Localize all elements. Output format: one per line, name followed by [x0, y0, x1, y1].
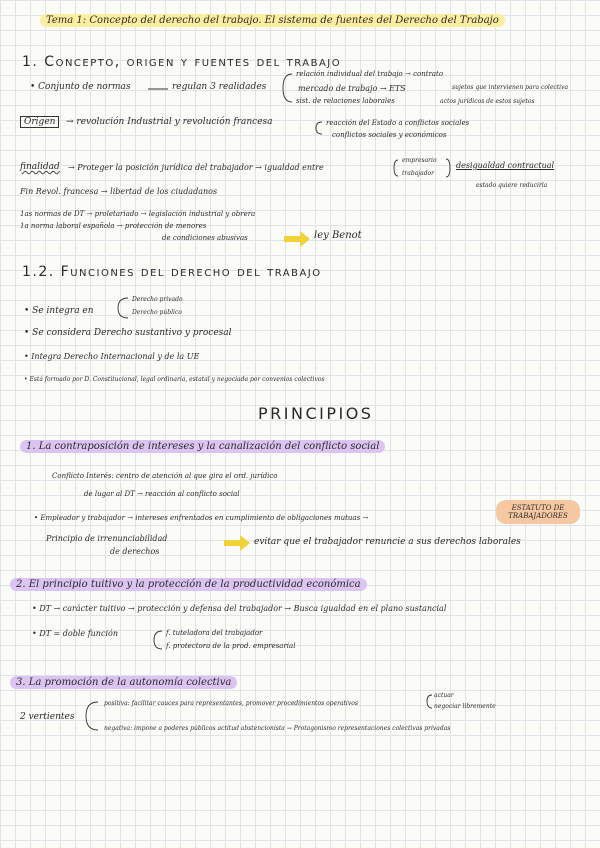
- condiciones-abusivas: de condiciones abusivas: [162, 234, 248, 242]
- brace-reaccion: [316, 122, 322, 134]
- page-title: Tema 1: Concepto del derecho del trabajo. El sistema de fuentes del Derecho del Trabajo: [40, 14, 505, 27]
- brace-realidades: [283, 74, 292, 102]
- actuar: actuar: [434, 692, 454, 699]
- origen-text: → revolución Industrial y revolución francesa: [66, 117, 273, 127]
- section-1-2-title: 1.2. Funciones del derecho del trabajo: [22, 264, 322, 280]
- reaccion-estado: reacción del Estado a conflictos sociales: [326, 119, 470, 127]
- primera-norma-espanola: 1a norma laboral española → protección de menores: [20, 222, 207, 230]
- principle-2-title: 2. El principio tuitivo y la protección de la productividad económica: [10, 578, 367, 591]
- principle-3-title: 3. La promoción de la autonomía colectiva: [10, 676, 237, 689]
- lugar-dt: de lugar al DT → reacción al conflicto social: [84, 490, 240, 498]
- empresario: empresario: [402, 157, 437, 164]
- negociar-libremente: negociar libremente: [434, 703, 496, 710]
- conflictos-sociales: conflictos sociales y económicos: [332, 131, 447, 139]
- sustantivo-procesal: • Se considera Derecho sustantivo y procesal: [24, 328, 232, 338]
- derecho-internacional: • Integra Derecho Internacional y de la UE: [24, 352, 200, 361]
- vertiente-negativa: negativa: impone a poderes públicos actitud abstencionista → Protagonismo representaciones colectivas privadas: [104, 725, 451, 732]
- section-1-title: 1. Concepto, origen y fuentes del trabajo: [22, 54, 342, 70]
- dos-vertientes: 2 vertientes: [20, 712, 75, 722]
- yellow-arrow-irrenunciabilidad: [224, 535, 250, 551]
- finalidad-label: finalidad: [20, 162, 60, 172]
- brace-funciones: [154, 631, 162, 649]
- funcion-tuteladora: f. tuteladora del trabajador: [166, 629, 263, 637]
- brace-actuar: [427, 695, 432, 708]
- conflicto-interes: Conflicto Interés: centro de atención al que gira el ord. jurídico: [52, 472, 278, 480]
- estado-quiere-reducir: estado quiere reducirla: [476, 182, 548, 189]
- brace-derecho: [118, 298, 128, 318]
- derecho-publico: Derecho público: [132, 309, 182, 316]
- trabajador: trabajador: [402, 170, 435, 177]
- principio-irrenunciabilidad: Principio de irrenunciabilidad: [46, 534, 168, 543]
- sujetos-intervienen: sujetos que intervienen para colectiva: [452, 84, 569, 91]
- derecho-privado: Derecho privado: [132, 296, 183, 303]
- yellow-arrow-ley: [284, 231, 310, 247]
- actos-juridicos: actos jurídicos de estos sujetos: [440, 98, 535, 105]
- brace-partes: [394, 160, 398, 176]
- origen-label: Origen: [20, 116, 59, 128]
- evitar-renuncia: evitar que el trabajador renuncie a sus derechos laborales: [254, 537, 521, 547]
- brace-igualdad: [446, 159, 450, 177]
- principios-heading: PRINCIPIOS: [258, 404, 374, 423]
- empleador-trabajador: • Empleador y trabajador → intereses enfrentados en cumplimiento de obligaciones mutuas →: [34, 514, 369, 522]
- sist-relaciones: sist. de relaciones laborales: [296, 97, 395, 105]
- brace-vertientes: [86, 702, 98, 730]
- fin-revol-francesa: Fin Revol. francesa → libertad de los ciudadanos: [20, 187, 218, 196]
- caracter-tuitivo: • DT → carácter tuitivo → protección y defensa del trabajador → Busca igualdad en el plano sustancial: [32, 604, 447, 613]
- regulan-realidades: regulan 3 realidades: [172, 82, 267, 92]
- principle-1-title: 1. La contraposición de intereses y la canalización del conflicto social: [20, 440, 385, 453]
- funcion-protectora: f. protectora de la prod. empresarial: [166, 642, 296, 650]
- vertiente-positiva: positiva: facilitar cauces para representantes, promover procedimientos operativos: [104, 700, 358, 707]
- desigualdad-contractual: desigualdad contractual: [456, 161, 555, 170]
- mercado-trabajo: mercado de trabajo → ETS: [298, 84, 406, 93]
- conjunto-normas: • Conjunto de normas: [30, 82, 131, 92]
- se-integra: • Se integra en: [24, 306, 94, 316]
- ley-benot: ley Benot: [314, 230, 362, 241]
- primeras-normas: 1as normas de DT → proletariado → legislación industrial y obrera: [20, 210, 256, 218]
- de-derechos: de derechos: [110, 547, 160, 556]
- finalidad-text: → Proteger la posición jurídica del trabajador → igualdad entre: [68, 163, 324, 172]
- estatuto-trabajadores-badge: ESTATUTO DE TRABAJADORES: [496, 500, 580, 524]
- fuentes-formado: • Está formado por D. Constitucional, legal ordinaria, estatal y negociada por convenios colectivos: [24, 376, 325, 383]
- doble-funcion: • DT = doble función: [32, 629, 118, 638]
- relacion-individual: relación individual del trabajo → contrato: [296, 70, 444, 78]
